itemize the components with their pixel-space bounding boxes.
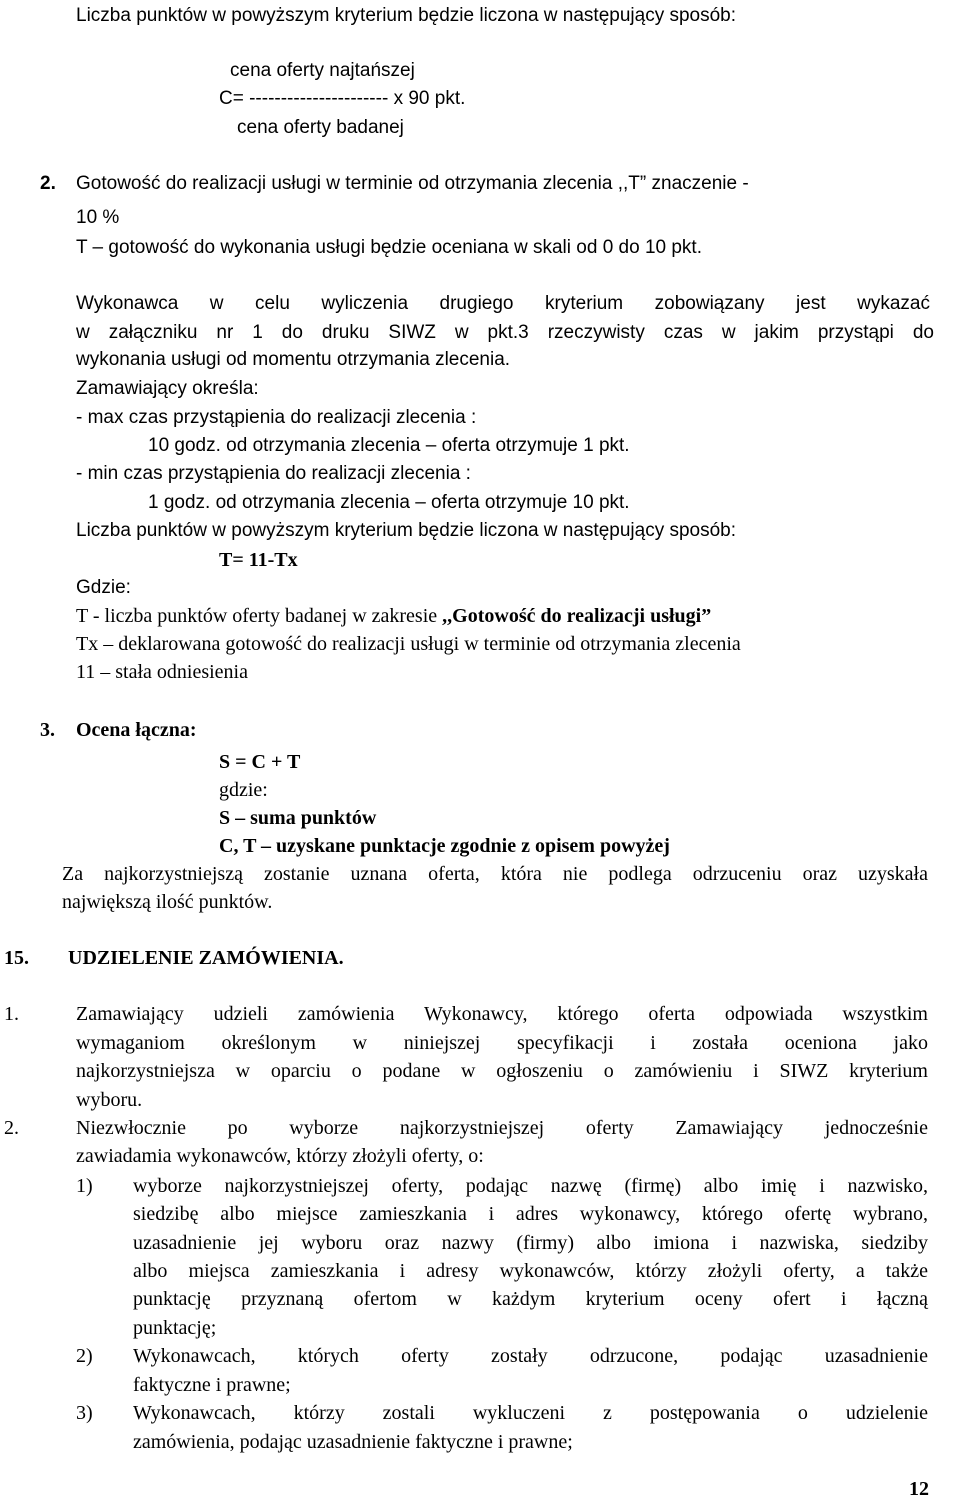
subitem-line: punktację; — [133, 1317, 217, 1339]
subitem-line: siedzibę albo miejsce zamieszkania i adres wykonawcy, którego ofertę wybrano, — [133, 1203, 928, 1225]
paragraph-line: zawiadamia wykonawców, którzy złożyli oferty, o: — [76, 1145, 484, 1167]
paragraph-line: Zamawiający udzieli zamówienia Wykonawcy, którego oferta odpowiada wszystkim — [76, 1003, 928, 1025]
paragraph-line: Liczba punktów w powyższym kryterium będzie liczona w następujący sposób: — [76, 520, 737, 541]
definition-line: Tx – deklarowana gotowość do realizacji usługi w terminie od otrzymania zlecenia — [76, 633, 741, 655]
criterion-intro-line: Liczba punktów w powyższym kryterium będzie liczona w następujący sposób: — [76, 5, 737, 26]
definition-line — [76, 604, 711, 628]
paragraph-line: Niezwłocznie po wyborze najkorzystniejszej oferty Zamawiający jednocześnie — [76, 1117, 928, 1139]
paragraph-line: Za najkorzystniejszą zostanie uznana oferta, która nie podlega odrzuceniu oraz uzyskała — [62, 863, 928, 885]
formula-denominator: cena oferty badanej — [237, 117, 404, 138]
paragraph-line: w załączniku nr 1 do druku SIWZ w pkt.3 rzeczywisty czas w jakim przystąpi do — [76, 322, 934, 343]
item-number: 2. — [4, 1117, 19, 1139]
paragraph-line: 10 godz. od otrzymania zlecenia – oferta otrzymuje 1 pkt. — [148, 435, 630, 456]
paragraph-line: Wykonawca w celu wyliczenia drugiego kryterium zobowiązany jest wykazać — [76, 293, 930, 314]
paragraph-line: - max czas przystąpienia do realizacji zlecenia : — [76, 407, 477, 428]
definition-text: T - liczba punktów oferty badanej w zakresie — [76, 605, 443, 627]
paragraph-line: Zamawiający określa: — [76, 378, 259, 399]
item-number-3: 3. — [40, 719, 55, 741]
subitem-line: punktację przyznaną ofertom w każdym kryterium oceny ofert i łączną — [133, 1288, 928, 1310]
paragraph-line: wykonania usługi od momentu otrzymania zlecenia. — [76, 349, 511, 370]
where-label: Gdzie: — [76, 577, 131, 598]
paragraph-line: wymaganiom określonym w niniejszej specyfikacji i została oceniona jako — [76, 1032, 928, 1054]
formula-line: C= ---------------------- x 90 pkt. — [219, 88, 466, 109]
section-number: 15. — [4, 947, 29, 969]
formula-t: T= 11-Tx — [219, 549, 298, 571]
paragraph-line: największą ilość punktów. — [62, 891, 273, 913]
paragraph-line: wyboru. — [76, 1089, 143, 1111]
subitem-line: Wykonawcach, których oferty zostały odrzucone, podając uzasadnienie — [133, 1345, 928, 1367]
definition-bold: ,,Gotowość do realizacji usługi” — [442, 605, 712, 627]
definition-ct: C, T – uzyskane punktacje zgodnie z opisem powyżej — [219, 835, 670, 857]
subitem-number: 2) — [76, 1345, 93, 1367]
paragraph-line: - min czas przystąpienia do realizacji zlecenia : — [76, 463, 471, 484]
formula-numerator: cena oferty najtańszej — [230, 60, 415, 81]
subitem-number: 1) — [76, 1175, 93, 1197]
criterion-2-scale: T – gotowość do wykonania usługi będzie oceniana w skali od 0 do 10 pkt. — [76, 237, 702, 258]
subitem-line: albo miejsca zamieszkania i adresy wykonawców, którzy złożyli oferty, a także — [133, 1260, 928, 1282]
subitem-line: wyborze najkorzystniejszej oferty, podając nazwę (firmę) albo imię i nazwisko, — [133, 1175, 928, 1197]
criterion-2-heading: Gotowość do realizacji usługi w terminie od otrzymania zlecenia ,,T” znaczenie - — [76, 173, 749, 194]
criterion-2-weight: 10 % — [76, 207, 120, 228]
item-number: 1. — [4, 1003, 19, 1025]
page-number: 12 — [909, 1478, 929, 1500]
subitem-line: faktyczne i prawne; — [133, 1374, 291, 1396]
formula-s: S = C + T — [219, 751, 301, 773]
definition-line: 11 – stała odniesienia — [76, 661, 248, 683]
subitem-line: uzasadnienie jej wyboru oraz nazwy (firmy) albo imiona i nazwiska, siedziby — [133, 1232, 928, 1254]
item-number-2: 2. — [40, 173, 56, 194]
section-title: UDZIELENIE ZAMÓWIENIA. — [68, 947, 344, 969]
total-score-heading: Ocena łączna: — [76, 719, 197, 741]
definition-s: S – suma punktów — [219, 807, 377, 829]
paragraph-line: najkorzystniejsza w oparciu o podane w ogłoszeniu o zamówieniu i SIWZ kryterium — [76, 1060, 928, 1082]
subitem-line: Wykonawcach, którzy zostali wykluczeni z postępowania o udzielenie — [133, 1402, 928, 1424]
where-label: gdzie: — [219, 779, 268, 801]
subitem-line: zamówienia, podając uzasadnienie faktyczne i prawne; — [133, 1431, 573, 1453]
paragraph-line: 1 godz. od otrzymania zlecenia – oferta otrzymuje 10 pkt. — [148, 492, 630, 513]
subitem-number: 3) — [76, 1402, 93, 1424]
